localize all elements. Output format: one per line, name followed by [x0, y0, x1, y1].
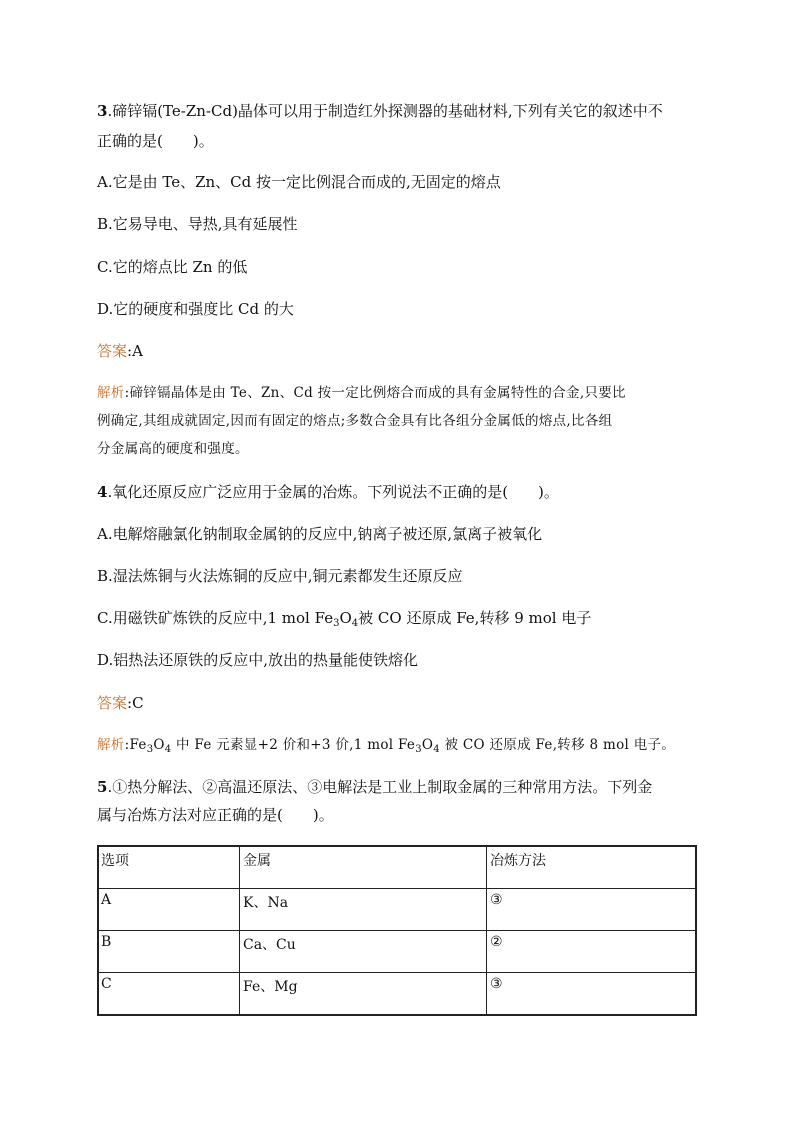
question-number: 3 — [97, 102, 108, 120]
q4-option-a: A.电解熔融氯化钠制取金属钠的反应中,钠离子被还原,氯离子被氧化 — [97, 525, 543, 543]
q4-option-d: D.铝热法还原铁的反应中,放出的热量能使铁熔化 — [97, 651, 419, 669]
q4-answer: 答案:C — [97, 694, 144, 712]
table-cell: ③ — [487, 973, 697, 1016]
question-number: 4 — [97, 483, 108, 501]
table-header-cell: 冶炼方法 — [487, 846, 697, 889]
q4-explanation: 解析$:Fe_3O_4$ 中 Fe 元素显+2 价和+3 价,1 mol $Fe_3O_4$ 被 CO 还原成 Fe,转移 8 mol 电子。 — [97, 737, 676, 755]
table-cell: Ca、Cu — [240, 931, 487, 973]
explanation-label: 解析 — [97, 385, 125, 401]
answer-label: 答案 — [97, 694, 128, 712]
q3-explanation-line1: 解析:碲锌镉晶体是由 Te、Zn、Cd 按一定比例熔合而成的具有金属特性的合金,只要比 — [97, 385, 626, 401]
table-header-cell: 金属 — [240, 846, 487, 889]
table-cell: B — [98, 931, 240, 973]
answer-label: 答案 — [97, 342, 128, 360]
q3-explanation-line3: 分金属高的硬度和强度。 — [97, 441, 249, 457]
table-row — [98, 889, 696, 931]
table-row — [98, 931, 696, 973]
table-cell: A — [98, 889, 240, 931]
q3-option-b: B.它易导电、导热,具有延展性 — [97, 215, 298, 233]
q3-option-a: A.它是由 Te、Zn、Cd 按一定比例混合而成的,无固定的熔点 — [97, 173, 501, 191]
table-cell: K、Na — [240, 889, 487, 931]
q5-stem-line2: 属与冶炼方法对应正确的是( )。 — [97, 806, 334, 824]
q4-option-b: B.湿法炼铜与火法炼铜的反应中,铜元素都发生还原反应 — [97, 567, 463, 585]
table-cell: C — [98, 973, 240, 1016]
table-header-cell: 选项 — [98, 846, 240, 889]
table-cell: Fe、Mg — [240, 973, 487, 1016]
q3-stem-line2: 正确的是( )。 — [97, 132, 214, 150]
table-cell: ③ — [487, 889, 697, 931]
q3-stem-line1: 3.碲锌镉(Te-Zn-Cd)晶体可以用于制造红外探测器的基础材料,下列有关它的叙述中不 — [97, 102, 663, 120]
question-number: 5 — [97, 778, 108, 796]
table-header-row — [98, 846, 696, 889]
q3-option-d: D.它的硬度和强度比 Cd 的大 — [97, 300, 294, 318]
q3-explanation-line2: 例确定,其组成就固定,因而有固定的熔点;多数合金具有比各组分金属低的熔点,比各组 — [97, 413, 613, 429]
q3-answer: 答案:A — [97, 342, 143, 360]
explanation-label: 解析 — [97, 737, 125, 753]
q4-option-c: C.用磁铁矿炼铁的反应中,1 mol $Fe_3O_4$被 CO 还原成 Fe,转移 9 mol 电子 — [97, 609, 592, 629]
table-cell: ② — [487, 931, 697, 973]
q5-stem-line1: 5.①热分解法、②高温还原法、③电解法是工业上制取金属的三种常用方法。下列金 — [97, 778, 653, 796]
q5-options-table — [97, 845, 697, 1016]
table-row — [98, 973, 696, 1016]
q3-option-c: C.它的熔点比 Zn 的低 — [97, 258, 248, 276]
q4-stem: 4.氧化还原反应广泛应用于金属的冶炼。下列说法不正确的是( )。 — [97, 483, 559, 501]
